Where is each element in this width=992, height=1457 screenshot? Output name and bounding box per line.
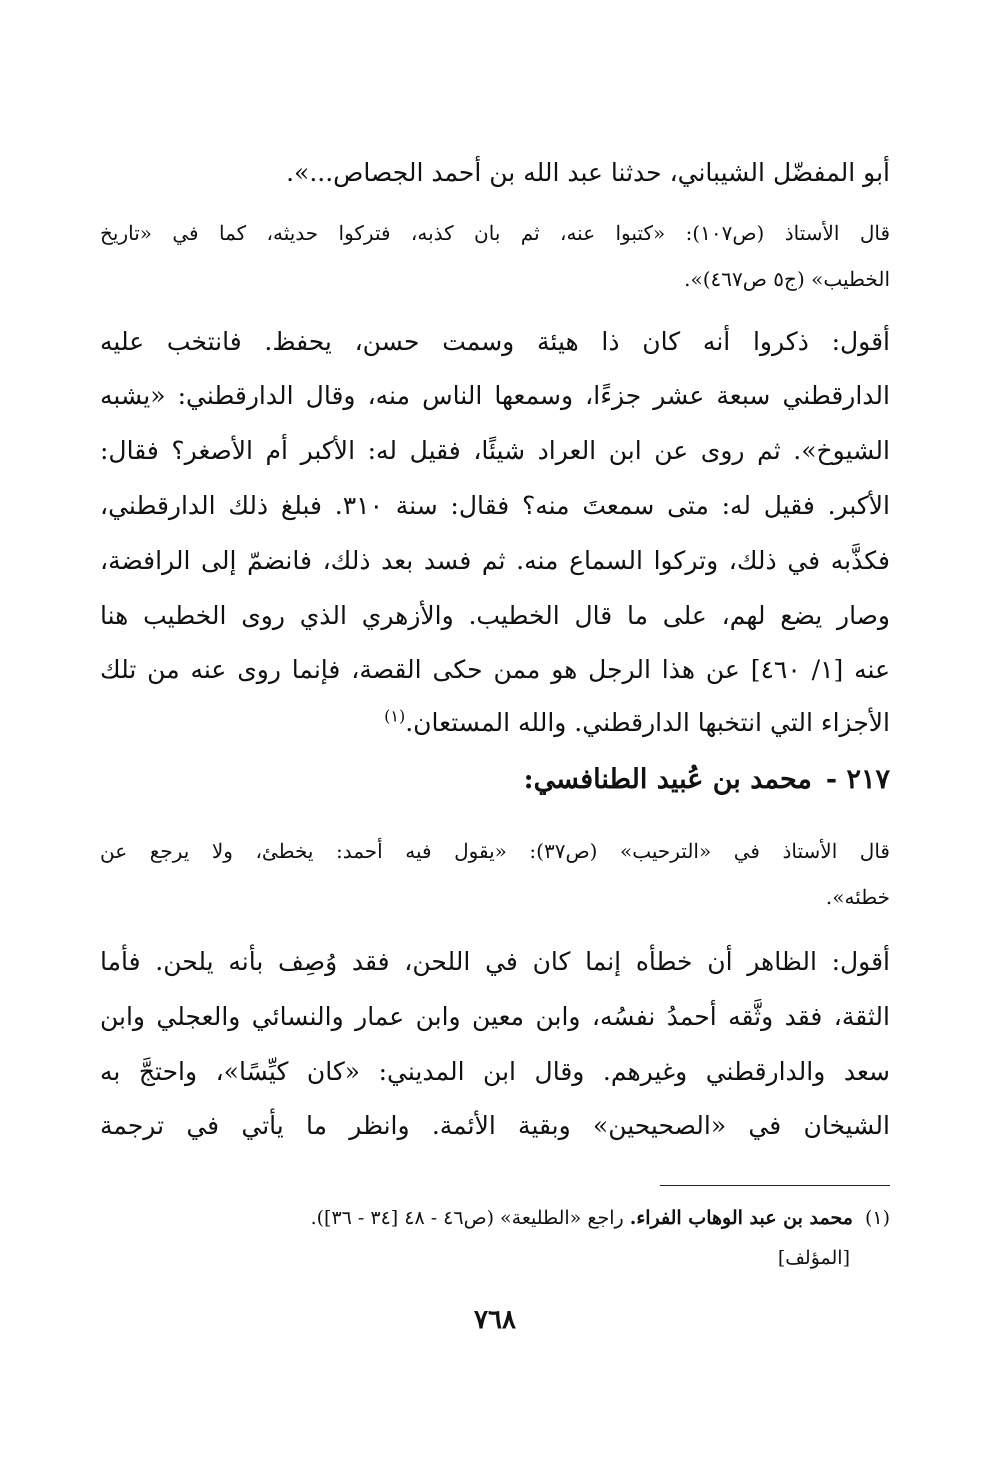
text-line: الدارقطني سبعة عشر جزءًا، وسمعها الناس منه، وقال الدارقطني: «يشبه	[100, 381, 890, 410]
text-line: وصار يضع لهم، على ما قال الخطيب. والأزهري الذي روى الخطيب هنا	[100, 601, 890, 630]
footnote-marker: (١)	[864, 1207, 890, 1229]
entry-number: ٢١٧ -	[825, 764, 890, 795]
footnote	[100, 1202, 890, 1234]
text-line: الشيخان في «الصحيحين» وبقية الأئمة. وانظر ما يأتي في ترجمة	[100, 1111, 890, 1140]
text-segment: الأجزاء التي انتخبها الدارقطني. والله المستعان.	[405, 708, 890, 737]
text-line: أقول: ذكروا أنه كان ذا هيئة وسمت حسن، يحفظ. فانتخب عليه	[100, 327, 890, 356]
text-line: سعد والدارقطني وغيرهم. وقال ابن المديني: «كان كيِّسًا»، واحتجَّ به	[100, 1057, 890, 1086]
entry-name: محمد بن عُبيد الطنافسي:	[523, 764, 812, 795]
book-page	[100, 0, 890, 1457]
text-line: فكذَّبه في ذلك، وتركوا السماع منه. ثم فسد بعد ذلك، فانضمّ إلى الرافضة،	[100, 546, 890, 575]
page-number: ٧٦٨	[474, 1305, 516, 1335]
text-line	[100, 703, 890, 743]
text-line: الشيوخ». ثم روى عن ابن العراد شيئًا، فقيل له: الأكبر أم الأصغر؟ فقال:	[100, 436, 890, 465]
quote-line: خطئه».	[825, 885, 890, 909]
footnote-text: راجع «الطليعة» (ص٤٦ - ٤٨ [٣٤ - ٣٦]).	[310, 1207, 624, 1229]
footnote-divider	[660, 1185, 890, 1186]
quote-line: قال الأستاذ (ص١٠٧): «كتبوا عنه، ثم بان كذبه، فتركوا حديثه، كما في «تاريخ	[100, 221, 891, 245]
footnote-name: محمد بن عبد الوهاب الفراء.	[629, 1207, 853, 1229]
footnote-reference: (١)	[384, 706, 406, 726]
quote-line: قال الأستاذ في «الترحيب» (ص٣٧): «يقول فيه أحمد: يخطئ، ولا يرجع عن	[100, 839, 890, 863]
entry-heading	[100, 758, 890, 802]
text-line: أبو المفضّل الشيباني، حدثنا عبد الله بن أحمد الجصاص...».	[286, 158, 890, 187]
quote-line: الخطيب» (ج٥ ص٤٦٧)».	[684, 267, 890, 291]
footnote-attribution	[100, 1242, 890, 1274]
text-line: أقول: الظاهر أن خطأه إنما كان في اللحن، فقد وُصِف بأنه يلحن. فأما	[100, 947, 890, 976]
text-line: الثقة، فقد وثَّقه أحمدُ نفسُه، وابن معين وابن عمار والنسائي والعجلي وابن	[100, 1002, 890, 1031]
text-line: الأكبر. فقيل له: متى سمعتَ منه؟ فقال: سنة ٣١٠. فبلغ ذلك الدارقطني،	[100, 491, 891, 520]
footnote-author: [المؤلف]	[777, 1247, 850, 1269]
text-line: عنه [١/ ٤٦٠] عن هذا الرجل هو ممن حكى القصة، فإنما روى عنه من تلك	[100, 655, 890, 684]
